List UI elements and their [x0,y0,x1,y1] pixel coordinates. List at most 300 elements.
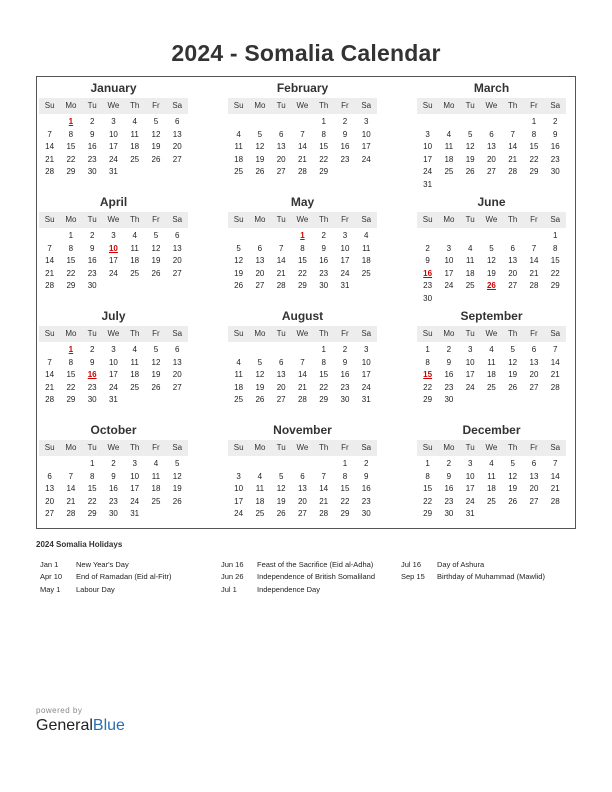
day-cell[interactable]: 6 [300,471,305,481]
day-cell[interactable]: 27 [508,281,518,290]
day-cell[interactable]: 2 [89,231,95,240]
day-cell[interactable]: 17 [361,142,371,151]
day-cell[interactable]: 19 [465,154,475,164]
day-cell[interactable]: 30 [108,509,118,518]
day-cell[interactable]: 27 [529,382,539,392]
day-cell[interactable]: 24 [465,496,475,506]
day-cell[interactable]: 8 [300,243,305,253]
day-cell[interactable]: 8 [425,357,430,367]
day-cell[interactable]: 10 [361,129,371,139]
holiday-day-cell[interactable]: 1 [68,117,74,126]
day-cell[interactable]: 17 [423,154,433,164]
day-cell[interactable]: 27 [255,281,265,290]
day-cell[interactable]: 2 [89,117,95,126]
day-cell[interactable]: 25 [234,167,244,176]
day-cell[interactable]: 18 [151,484,161,493]
day-cell[interactable]: 21 [45,154,55,164]
day-cell[interactable]: 19 [172,484,182,493]
holiday-day-cell[interactable]: 1 [68,345,74,354]
day-cell[interactable]: 3 [111,345,116,354]
day-cell[interactable]: 9 [446,357,452,367]
day-cell[interactable]: 24 [423,167,433,176]
day-cell[interactable]: 15 [66,142,76,151]
day-cell[interactable]: 6 [510,243,515,253]
day-cell[interactable]: 10 [234,484,244,493]
day-cell[interactable]: 26 [172,496,182,506]
day-cell[interactable]: 30 [423,293,433,303]
day-cell[interactable]: 23 [340,154,350,164]
day-cell[interactable]: 20 [508,268,518,278]
day-cell[interactable]: 12 [151,357,161,367]
day-cell[interactable]: 15 [423,484,433,493]
day-cell[interactable]: 14 [66,484,76,493]
day-cell[interactable]: 12 [255,370,265,379]
day-cell[interactable]: 11 [130,129,139,139]
day-cell[interactable]: 29 [423,509,433,518]
day-cell[interactable]: 30 [444,509,454,518]
day-cell[interactable]: 3 [364,117,369,126]
day-cell[interactable]: 26 [276,509,286,518]
day-cell[interactable]: 8 [68,357,74,367]
day-cell[interactable]: 26 [255,167,265,176]
day-cell[interactable]: 21 [45,382,55,392]
day-cell[interactable]: 18 [234,382,244,392]
day-cell[interactable]: 7 [300,357,305,367]
day-cell[interactable]: 7 [278,243,284,253]
day-cell[interactable]: 3 [132,459,137,468]
day-cell[interactable]: 21 [550,370,560,379]
day-cell[interactable]: 4 [489,345,494,354]
day-cell[interactable]: 23 [550,154,560,164]
day-cell[interactable]: 23 [361,496,371,506]
day-cell[interactable]: 22 [66,382,76,392]
day-cell[interactable]: 22 [423,496,433,506]
day-cell[interactable]: 1 [553,231,558,240]
day-cell[interactable]: 10 [361,357,371,367]
day-cell[interactable]: 10 [130,471,140,481]
day-cell[interactable]: 4 [364,231,369,240]
day-cell[interactable]: 22 [66,154,76,164]
brand-logo[interactable] [36,717,125,735]
day-cell[interactable]: 16 [340,370,350,379]
day-cell[interactable]: 18 [130,370,140,379]
day-cell[interactable]: 14 [297,370,307,379]
day-cell[interactable]: 25 [130,382,140,392]
day-cell[interactable]: 20 [45,496,55,506]
day-cell[interactable]: 9 [553,129,558,139]
day-cell[interactable]: 4 [132,231,137,240]
day-cell[interactable]: 28 [319,509,329,518]
day-cell[interactable]: 11 [487,471,496,481]
day-cell[interactable]: 2 [446,459,452,468]
day-cell[interactable]: 4 [446,129,452,139]
day-cell[interactable]: 21 [508,154,518,164]
day-cell[interactable]: 24 [361,154,371,164]
day-cell[interactable]: 9 [89,129,95,139]
day-cell[interactable]: 17 [130,484,140,493]
day-cell[interactable]: 7 [47,129,52,139]
day-cell[interactable]: 19 [255,382,265,392]
day-cell[interactable]: 26 [255,395,265,404]
day-cell[interactable]: 23 [444,496,454,506]
holiday-day-cell[interactable]: 26 [486,281,496,290]
day-cell[interactable]: 29 [87,509,97,518]
day-cell[interactable]: 16 [108,484,118,493]
day-cell[interactable]: 20 [486,154,496,164]
day-cell[interactable]: 1 [321,345,326,354]
day-cell[interactable]: 21 [45,268,55,278]
day-cell[interactable]: 5 [153,345,159,354]
day-cell[interactable]: 11 [234,142,243,151]
day-cell[interactable]: 14 [45,142,55,151]
day-cell[interactable]: 31 [130,509,140,518]
day-cell[interactable]: 10 [108,357,118,367]
day-cell[interactable]: 10 [340,243,350,253]
day-cell[interactable]: 16 [444,370,454,379]
day-cell[interactable]: 8 [425,471,430,481]
day-cell[interactable]: 24 [108,382,118,392]
day-cell[interactable]: 24 [108,154,118,164]
day-cell[interactable]: 23 [87,268,97,278]
day-cell[interactable]: 31 [361,395,371,404]
day-cell[interactable]: 17 [465,484,475,493]
day-cell[interactable]: 22 [87,496,97,506]
day-cell[interactable]: 26 [151,382,161,392]
day-cell[interactable]: 14 [508,142,518,151]
day-cell[interactable]: 1 [68,231,74,240]
day-cell[interactable]: 25 [486,496,496,506]
day-cell[interactable]: 29 [319,167,329,176]
day-cell[interactable]: 18 [465,268,475,278]
day-cell[interactable]: 5 [467,129,473,139]
day-cell[interactable]: 12 [486,256,496,265]
day-cell[interactable]: 23 [340,382,350,392]
day-cell[interactable]: 15 [319,370,329,379]
day-cell[interactable]: 23 [423,281,433,290]
day-cell[interactable]: 13 [172,129,182,139]
day-cell[interactable]: 15 [319,142,329,151]
day-cell[interactable]: 11 [130,243,139,253]
day-cell[interactable]: 14 [276,256,286,265]
day-cell[interactable]: 8 [68,243,74,253]
day-cell[interactable]: 18 [130,256,140,265]
day-cell[interactable]: 22 [319,382,329,392]
day-cell[interactable]: 9 [342,129,348,139]
day-cell[interactable]: 18 [130,142,140,151]
holiday-day-cell[interactable]: 1 [300,231,305,240]
day-cell[interactable]: 15 [529,142,539,151]
day-cell[interactable]: 20 [255,268,265,278]
day-cell[interactable]: 30 [444,395,454,404]
day-cell[interactable]: 21 [529,268,539,278]
day-cell[interactable]: 5 [153,231,159,240]
day-cell[interactable]: 29 [66,281,76,290]
day-cell[interactable]: 26 [465,167,475,176]
day-cell[interactable]: 27 [529,496,539,506]
day-cell[interactable]: 8 [321,129,326,139]
day-cell[interactable]: 28 [45,281,55,290]
day-cell[interactable]: 5 [175,459,180,468]
day-cell[interactable]: 30 [87,281,97,290]
day-cell[interactable]: 27 [276,167,286,176]
day-cell[interactable]: 19 [508,370,518,379]
day-cell[interactable]: 9 [321,243,326,253]
day-cell[interactable]: 3 [342,231,348,240]
day-cell[interactable]: 17 [361,370,371,379]
day-cell[interactable]: 16 [319,256,329,265]
day-cell[interactable]: 9 [111,471,116,481]
day-cell[interactable]: 3 [467,459,473,468]
day-cell[interactable]: 6 [278,357,284,367]
day-cell[interactable]: 4 [236,357,241,367]
day-cell[interactable]: 22 [319,154,329,164]
day-cell[interactable]: 12 [151,243,161,253]
day-cell[interactable]: 1 [321,117,326,126]
day-cell[interactable]: 5 [236,243,241,253]
day-cell[interactable]: 25 [151,496,161,506]
day-cell[interactable]: 24 [130,496,140,506]
day-cell[interactable]: 10 [465,471,475,481]
day-cell[interactable]: 19 [486,268,496,278]
day-cell[interactable]: 13 [172,357,182,367]
day-cell[interactable]: 7 [47,357,52,367]
day-cell[interactable]: 10 [465,357,475,367]
day-cell[interactable]: 29 [319,395,329,404]
day-cell[interactable]: 31 [340,281,350,290]
day-cell[interactable]: 16 [550,142,560,151]
holiday-day-cell[interactable]: 16 [87,370,97,379]
day-cell[interactable]: 28 [45,395,55,404]
day-cell[interactable]: 16 [340,142,350,151]
day-cell[interactable]: 5 [489,243,494,253]
day-cell[interactable]: 21 [319,496,329,506]
day-cell[interactable]: 10 [108,129,118,139]
day-cell[interactable]: 25 [255,509,265,518]
day-cell[interactable]: 16 [87,256,97,265]
day-cell[interactable]: 30 [550,167,560,176]
day-cell[interactable]: 3 [364,345,369,354]
day-cell[interactable]: 19 [151,142,161,151]
day-cell[interactable]: 26 [234,281,244,290]
day-cell[interactable]: 3 [111,117,116,126]
day-cell[interactable]: 16 [361,484,371,493]
day-cell[interactable]: 6 [278,129,284,139]
day-cell[interactable]: 13 [255,256,265,265]
day-cell[interactable]: 18 [486,370,496,379]
day-cell[interactable]: 21 [550,484,560,493]
day-cell[interactable]: 24 [444,281,454,290]
day-cell[interactable]: 2 [111,459,116,468]
day-cell[interactable]: 10 [423,142,433,151]
day-cell[interactable]: 11 [151,471,161,481]
day-cell[interactable]: 16 [444,484,454,493]
day-cell[interactable]: 13 [172,243,182,253]
day-cell[interactable]: 13 [45,484,55,493]
day-cell[interactable]: 4 [489,459,494,468]
day-cell[interactable]: 11 [466,256,475,265]
day-cell[interactable]: 21 [297,382,307,392]
day-cell[interactable]: 11 [444,142,454,151]
day-cell[interactable]: 14 [550,357,560,367]
day-cell[interactable]: 28 [550,496,560,506]
day-cell[interactable]: 30 [87,167,97,176]
day-cell[interactable]: 25 [486,382,496,392]
holiday-day-cell[interactable]: 10 [108,243,118,253]
day-cell[interactable]: 7 [68,471,74,481]
day-cell[interactable]: 5 [510,459,515,468]
day-cell[interactable]: 9 [425,256,430,265]
day-cell[interactable]: 13 [508,256,518,265]
day-cell[interactable]: 23 [108,496,118,506]
day-cell[interactable]: 3 [467,345,473,354]
day-cell[interactable]: 5 [510,345,515,354]
day-cell[interactable]: 7 [531,243,537,253]
day-cell[interactable]: 3 [446,243,452,253]
day-cell[interactable]: 17 [108,256,118,265]
day-cell[interactable]: 27 [172,268,182,278]
day-cell[interactable]: 15 [87,484,97,493]
day-cell[interactable]: 11 [362,243,371,253]
day-cell[interactable]: 7 [553,459,558,468]
day-cell[interactable]: 12 [151,129,161,139]
day-cell[interactable]: 17 [444,268,454,278]
day-cell[interactable]: 26 [508,382,518,392]
day-cell[interactable]: 12 [276,484,286,493]
day-cell[interactable]: 13 [529,471,539,481]
day-cell[interactable]: 25 [130,268,140,278]
day-cell[interactable]: 6 [531,459,537,468]
day-cell[interactable]: 13 [486,142,496,151]
day-cell[interactable]: 18 [486,484,496,493]
day-cell[interactable]: 28 [508,167,518,176]
day-cell[interactable]: 30 [361,509,371,518]
day-cell[interactable]: 7 [553,345,558,354]
day-cell[interactable]: 7 [300,129,305,139]
day-cell[interactable]: 31 [108,395,118,404]
day-cell[interactable]: 9 [342,357,348,367]
day-cell[interactable]: 28 [45,167,55,176]
day-cell[interactable]: 27 [486,167,496,176]
day-cell[interactable]: 30 [319,281,329,290]
day-cell[interactable]: 8 [531,129,537,139]
day-cell[interactable]: 1 [531,117,537,126]
day-cell[interactable]: 17 [340,256,350,265]
day-cell[interactable]: 12 [508,357,518,367]
day-cell[interactable]: 17 [234,496,244,506]
day-cell[interactable]: 3 [236,471,241,481]
day-cell[interactable]: 20 [297,496,307,506]
day-cell[interactable]: 12 [255,142,265,151]
day-cell[interactable]: 2 [89,345,95,354]
day-cell[interactable]: 6 [489,129,494,139]
day-cell[interactable]: 13 [276,142,286,151]
day-cell[interactable]: 18 [361,256,371,265]
day-cell[interactable]: 4 [257,471,263,481]
day-cell[interactable]: 12 [172,471,182,481]
day-cell[interactable]: 25 [361,268,371,278]
day-cell[interactable]: 24 [234,509,244,518]
day-cell[interactable]: 20 [172,370,182,379]
day-cell[interactable]: 15 [297,256,307,265]
day-cell[interactable]: 11 [130,357,139,367]
day-cell[interactable]: 14 [297,142,307,151]
day-cell[interactable]: 6 [175,345,180,354]
day-cell[interactable]: 27 [172,382,182,392]
day-cell[interactable]: 28 [550,382,560,392]
day-cell[interactable]: 23 [87,382,97,392]
day-cell[interactable]: 1 [425,459,430,468]
day-cell[interactable]: 13 [276,370,286,379]
day-cell[interactable]: 20 [172,256,182,265]
day-cell[interactable]: 25 [130,154,140,164]
day-cell[interactable]: 3 [111,231,116,240]
day-cell[interactable]: 25 [234,395,244,404]
day-cell[interactable]: 17 [108,142,118,151]
day-cell[interactable]: 30 [340,395,350,404]
day-cell[interactable]: 29 [66,167,76,176]
day-cell[interactable]: 2 [425,243,430,253]
day-cell[interactable]: 9 [364,471,369,481]
day-cell[interactable]: 12 [465,142,475,151]
day-cell[interactable]: 15 [66,370,76,379]
day-cell[interactable]: 11 [255,484,265,493]
day-cell[interactable]: 30 [87,395,97,404]
day-cell[interactable]: 26 [151,154,161,164]
day-cell[interactable]: 23 [87,154,97,164]
day-cell[interactable]: 7 [47,243,52,253]
day-cell[interactable]: 1 [342,459,348,468]
day-cell[interactable]: 18 [444,154,454,164]
day-cell[interactable]: 24 [361,382,371,392]
day-cell[interactable]: 27 [45,509,55,518]
day-cell[interactable]: 3 [425,129,430,139]
day-cell[interactable]: 8 [342,471,348,481]
day-cell[interactable]: 14 [45,256,55,265]
day-cell[interactable]: 6 [257,243,263,253]
day-cell[interactable]: 22 [297,268,307,278]
day-cell[interactable]: 1 [89,459,95,468]
day-cell[interactable]: 13 [297,484,307,493]
day-cell[interactable]: 18 [255,496,265,506]
day-cell[interactable]: 6 [47,471,52,481]
day-cell[interactable]: 12 [508,471,518,481]
day-cell[interactable]: 23 [319,268,329,278]
day-cell[interactable]: 24 [340,268,350,278]
day-cell[interactable]: 6 [175,231,180,240]
day-cell[interactable]: 22 [340,496,350,506]
day-cell[interactable]: 28 [276,281,286,290]
day-cell[interactable]: 17 [465,370,475,379]
day-cell[interactable]: 14 [45,370,55,379]
day-cell[interactable]: 26 [508,496,518,506]
day-cell[interactable]: 5 [278,471,284,481]
day-cell[interactable]: 16 [87,142,97,151]
day-cell[interactable]: 20 [276,382,286,392]
day-cell[interactable]: 28 [66,509,76,518]
day-cell[interactable]: 28 [297,395,307,404]
day-cell[interactable]: 2 [446,345,452,354]
day-cell[interactable]: 2 [321,231,326,240]
day-cell[interactable]: 29 [550,281,560,290]
day-cell[interactable]: 19 [151,256,161,265]
day-cell[interactable]: 31 [108,167,118,176]
day-cell[interactable]: 31 [423,179,433,189]
day-cell[interactable]: 19 [276,496,286,506]
day-cell[interactable]: 29 [423,395,433,404]
day-cell[interactable]: 24 [465,382,475,392]
day-cell[interactable]: 28 [529,281,539,290]
day-cell[interactable]: 22 [550,268,560,278]
